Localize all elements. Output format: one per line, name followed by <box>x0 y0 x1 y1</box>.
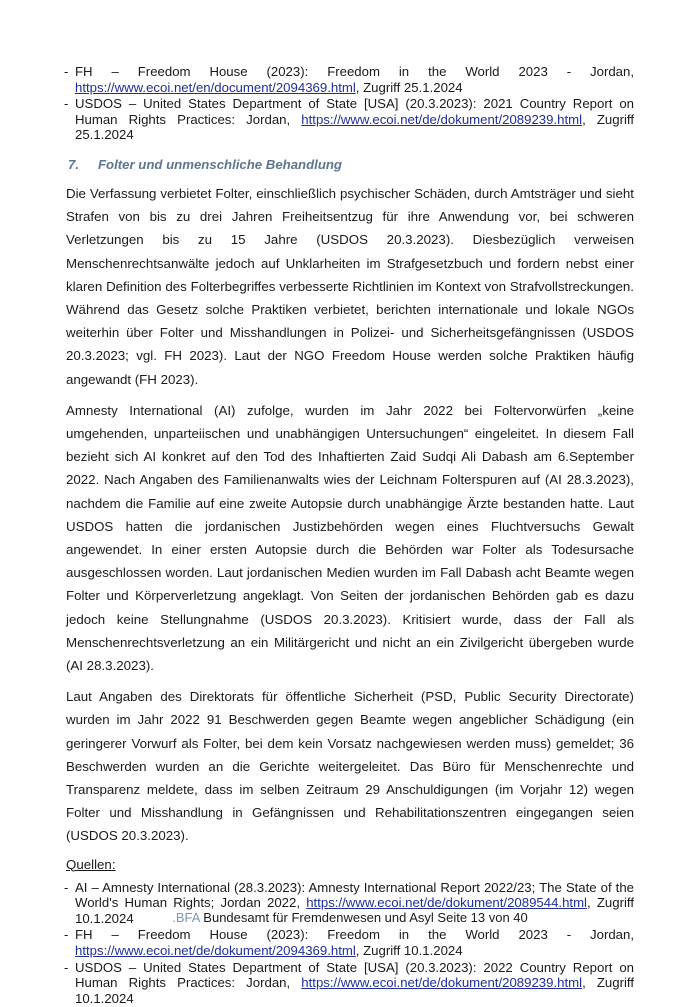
source-link[interactable]: https://www.ecoi.net/de/dokument/2089239.html <box>301 975 583 991</box>
source-access-date: , Zugriff 25.1.2024 <box>75 111 634 143</box>
sources-label: Quellen: <box>66 856 116 872</box>
source-link[interactable]: https://www.ecoi.net/en/document/2094369.html <box>75 79 356 95</box>
source-text: FH – Freedom House (2023): Freedom in the World 2023 - Jordan, <box>75 927 634 943</box>
body-paragraph: Die Verfassung verbietet Folter, einschließlich psychischer Schäden, durch Amtsträger und sieht Strafen von bis zu drei Jahren Freiheitsentzug für ihre Anwendung vor, bei schweren Verletzungen bis zu 15 Jahre (USDOS 20.3.2023). Diesbezüglich verweisen Menschenrechtsanwälte jedoch auf Unklarheiten im Strafgesetzbuch und fordern nebst einer klaren Definition des Folterbegriffes verbesserte Richtlinien im Kontext von Strafvollstreckungen. Während das Gesetz solche Praktiken verbietet, berichten internationale und lokale NGOs weiterhin über Folter und Misshandlungen in Polizei- und Sicherheitsgefängnissen (USDOS 20.3.2023; vgl. FH 2023). Laut der NGO Freedom House werden solche Praktiken häufig angewandt (FH 2023). <box>66 185 634 387</box>
source-link[interactable]: https://www.ecoi.net/de/dokument/2089239.html <box>301 111 583 127</box>
source-item <box>66 927 634 958</box>
section-title: Folter und unmenschliche Behandlung <box>98 156 342 172</box>
source-item <box>66 960 634 1007</box>
footer-text: Bundesamt für Fremdenwesen und Asyl Seite 13 von 40 <box>199 910 528 925</box>
source-link[interactable]: https://www.ecoi.net/de/dokument/2094369.html <box>75 943 356 959</box>
source-link[interactable]: https://www.ecoi.net/de/dokument/2089544.html <box>306 895 587 911</box>
body-paragraph: Laut Angaben des Direktorats für öffentliche Sicherheit (PSD, Public Security Directorate) wurden im Jahr 2022 91 Beschwerden gegen Beamte wegen angeblicher Schädigung (ein geringerer Vorwurf als Folter, bei dem kein Vorsatz nachgewiesen werden muss) gemeldet; 36 Beschwerden wurden an die Gerichte weitergeleitet. Das Büro für Menschenrechte und Transparenz meldete, dass im selben Zeitraum 29 Anschuldigungen (im Vorjahr 12) wegen Folter und Misshandlung in Gefängnissen und Rehabilitationszentren eingegangen seien (USDOS 20.3.2023). <box>66 689 634 844</box>
source-access-date: , Zugriff 25.1.2024 <box>355 79 463 95</box>
source-item <box>66 96 634 143</box>
section-heading <box>68 157 634 172</box>
bfa-logo: .BFA <box>172 910 200 925</box>
source-access-date: , Zugriff 10.1.2024 <box>75 895 635 926</box>
source-item <box>66 64 634 95</box>
body-paragraph: Amnesty International (AI) zufolge, wurden im Jahr 2022 bei Foltervorwürfen „keine umgehenden, unparteiischen und unabhängigen Untersuchungen“ eingeleitet. In diesem Fall bezieht sich AI konkret auf den Tod des Inhaftierten Zaid Sudqi Ali Dabash am 6.September 2022. Nach Angaben des Familienanwalts wies der Leichnam Folterspuren auf (AI 28.3.2023), nachdem die Familie auf eine zweite Autopsie durch unabhängige Ärzte bestanden hatte. Laut USDOS hatten die jordanischen Justizbehörden wegen eines Fluchtversuchs Gewalt angewendet. In einer ersten Autopsie durch die Behörden war Folter als Todesursache ausgeschlossen worden. Laut jordanischen Medien wurden im Fall Dabash acht Beamte wegen Folter und Körperverletzung angeklagt. Von Seiten der jordanischen Behörden gab es dazu jedoch keine Stellungnahme (USDOS 20.3.2023). Kritisiert wurde, dass der Fall als Menschenrechtsverletzung an ein Militärgericht und nicht an ein Zivilgericht übergeben wurde (AI 28.3.2023). <box>66 402 634 674</box>
source-text: FH – Freedom House (2023): Freedom in the World 2023 - Jordan, <box>75 64 634 79</box>
section-number: 7. <box>68 156 79 172</box>
source-text: USDOS – United States Department of State [USA] (20.3.2023): 2021 Country Report on Human Rights Practices: Jordan, <box>75 96 634 127</box>
source-access-date: , Zugriff 10.1.2024 <box>75 975 634 1006</box>
source-text: AI – Amnesty International (28.3.2023): Amnesty International Report 2022/23; The State of the World's Human Rights; Jordan 2022, <box>75 879 634 911</box>
page-footer <box>0 910 700 925</box>
source-access-date: , Zugriff 10.1.2024 <box>355 943 463 959</box>
top-sources-list <box>66 64 634 143</box>
sources-list <box>66 880 634 1007</box>
page-content <box>66 64 634 1007</box>
source-text: USDOS – United States Department of State [USA] (20.3.2023): 2022 Country Report on Human Rights Practices: Jordan, <box>75 959 634 991</box>
